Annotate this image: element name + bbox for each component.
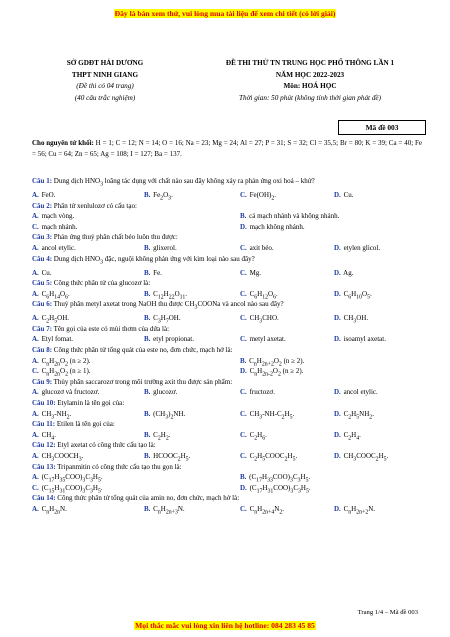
question-stem bbox=[32, 345, 426, 356]
answer-option bbox=[32, 366, 91, 380]
answer-option bbox=[240, 211, 339, 222]
answer-letter: A. bbox=[32, 243, 39, 252]
answer-text: $CH_3-NH-C_2H_5$. bbox=[247, 409, 295, 421]
answer-text: $C_nH_{2n}O_2$ (n ≥ 1). bbox=[39, 367, 91, 378]
question-text: Công thức phân tử của glucozơ là: bbox=[52, 279, 151, 288]
answer-letter: D. bbox=[334, 388, 341, 397]
answer-option bbox=[240, 334, 286, 345]
header-left bbox=[30, 58, 180, 104]
question-stem bbox=[32, 232, 426, 243]
atomic-masses-values: H = 1; C = 12; N = 14; O = 16; Na = 23; Mg = 24; Al = 27; P = 31; S = 32; Cl = 35,5; Br = 80; K = 39; Ca = 40; Fe = 56; Cu = 64; Zn = 65; Ag = 108; I = 127; Ba = 137. bbox=[32, 139, 422, 158]
answer-text: ancol etylic. bbox=[341, 388, 378, 397]
answer-option bbox=[32, 430, 56, 444]
answer-letter: D. bbox=[240, 222, 247, 231]
answer-row bbox=[32, 387, 426, 398]
answer-text: $(C_{17}H_{31}COO)_3C_3H_5$. bbox=[247, 483, 311, 495]
answer-text: $CH_3OH$. bbox=[341, 314, 369, 325]
question-stem bbox=[32, 176, 426, 190]
question-stem bbox=[32, 254, 426, 268]
answer-letter: D. bbox=[240, 483, 247, 492]
answer-option bbox=[144, 243, 177, 254]
preview-banner bbox=[0, 9, 450, 18]
answer-letter: B. bbox=[240, 473, 247, 482]
question-number: Câu 2: bbox=[32, 201, 53, 210]
question-stem bbox=[32, 398, 426, 409]
exam-title: ĐỀ THI THỬ TN TRUNG HỌC PHỔ THÔNG LẦN 1 bbox=[225, 59, 395, 67]
answer-option bbox=[334, 313, 368, 327]
answer-option bbox=[144, 409, 185, 423]
answer-option bbox=[32, 268, 51, 279]
answer-text: mạch nhánh. bbox=[39, 222, 78, 231]
answer-letter: A. bbox=[32, 268, 39, 277]
answer-option bbox=[334, 387, 378, 398]
answer-option bbox=[240, 289, 278, 303]
question-text: Tripanmitin có công thức cấu tạo thu gọn là: bbox=[55, 462, 182, 471]
answer-letter: B. bbox=[240, 212, 247, 221]
answer-text: Etyl fomat. bbox=[39, 335, 74, 344]
preview-banner-text: Đây là bản xem thử, vui lòng mua tài liệu để xem chi tiết (có lời giải) bbox=[114, 9, 336, 18]
answer-letter: B. bbox=[144, 314, 151, 323]
question-text: Phản ứng thuỷ phân chất béo luôn thu được: bbox=[52, 233, 178, 242]
answer-letter: A. bbox=[32, 356, 39, 365]
question-text: Thuỷ phân metyl axetat trong NaOH thu được $CH_3COONa$ và ancol nào sau đây? bbox=[52, 300, 284, 311]
question-text: Etyl axetat có công thức cấu tạo là: bbox=[55, 441, 156, 450]
atomic-masses-label: Cho nguyên tử khối: bbox=[32, 139, 94, 147]
answer-letter: D. bbox=[334, 289, 341, 298]
answer-text: $C_nH_{2n+2}O_2$ (n ≥ 2). bbox=[247, 356, 305, 368]
answer-text: $C_{12}H_{22}O_{11}$. bbox=[151, 289, 187, 301]
answer-option bbox=[32, 211, 74, 222]
answer-row bbox=[32, 222, 426, 233]
answer-option bbox=[334, 268, 353, 279]
answer-text: $CH_3COOC_2H_5$. bbox=[341, 452, 389, 463]
answer-letter: A. bbox=[32, 289, 39, 298]
question-number: Câu 7: bbox=[32, 324, 53, 333]
answer-text: $C_2H_6$. bbox=[247, 430, 267, 442]
question-number: Câu 14: bbox=[32, 494, 56, 503]
question-text: Tên gọi của este có mùi thơm của dứa là: bbox=[52, 324, 170, 333]
answer-text: $CH_3CHO$. bbox=[247, 314, 279, 325]
answer-text: $C_6H_{14}O_6$. bbox=[39, 289, 70, 301]
answer-text: $C_nH_{2n+4}N_2$. bbox=[247, 504, 284, 516]
answer-text: glucozơ. bbox=[151, 388, 178, 397]
answer-option bbox=[32, 334, 73, 345]
answer-text: mạch vòng. bbox=[39, 212, 75, 221]
question-text: Phân tử xenlulozơ có cấu tạo: bbox=[52, 201, 137, 210]
answer-letter: D. bbox=[334, 335, 341, 344]
question-text: Thủy phân saccarozơ trong môi trường axit thu được sản phẩm: bbox=[52, 377, 233, 386]
question-text: Etilen là tên gọi của: bbox=[55, 420, 115, 429]
answer-letter: C. bbox=[32, 367, 39, 376]
answer-text: etylen glicol. bbox=[341, 243, 381, 252]
answer-row bbox=[32, 289, 426, 300]
answer-letter: A. bbox=[32, 473, 39, 482]
answer-option bbox=[144, 387, 177, 398]
hotline-banner bbox=[0, 621, 450, 630]
answer-text: $C_nH_{2n+2}N$. bbox=[341, 504, 376, 516]
answer-text: cả mạch nhánh và không nhánh. bbox=[247, 212, 340, 221]
answer-row bbox=[32, 451, 426, 462]
question-number: Câu 6: bbox=[32, 300, 53, 309]
answer-option bbox=[144, 334, 194, 345]
answer-letter: C. bbox=[240, 289, 247, 298]
answer-row bbox=[32, 356, 426, 367]
subject: Môn: HOÁ HỌC bbox=[283, 82, 337, 91]
school-name: THPT NINH GIANG bbox=[71, 70, 139, 79]
answer-text: FeO. bbox=[39, 190, 56, 199]
answer-letter: C. bbox=[240, 314, 247, 323]
department-name: SỞ GDĐT HẢI DƯƠNG bbox=[66, 59, 144, 67]
answer-letter: B. bbox=[144, 430, 151, 439]
answer-text: $(C_{17}H_{33}COO)_3C_3H_5$. bbox=[247, 473, 311, 484]
answer-row bbox=[32, 504, 426, 515]
answer-text: $HCOOC_2H_5$. bbox=[151, 452, 191, 463]
answer-option bbox=[144, 313, 181, 327]
answer-letter: C. bbox=[240, 452, 247, 461]
hotline-banner-text: Mọi thắc mắc vui lòng xin liên hệ hotline: 084 283 45 85 bbox=[135, 621, 315, 630]
answer-row bbox=[32, 211, 426, 222]
question-text: Công thức phân tử tổng quát của este no, đơn chức, mạch hở là: bbox=[52, 346, 233, 355]
answer-option bbox=[240, 243, 274, 254]
school-year: NĂM HỌC 2022-2023 bbox=[275, 70, 345, 79]
answer-text: $C_nH_{2n+3}N$. bbox=[151, 504, 185, 516]
answer-text: $C_2H_2$. bbox=[151, 430, 171, 442]
answer-option bbox=[240, 504, 284, 518]
answer-letter: B. bbox=[144, 388, 151, 397]
answer-letter: A. bbox=[32, 212, 39, 221]
answer-letter: B. bbox=[240, 356, 247, 365]
question-number: Câu 3: bbox=[32, 233, 53, 242]
answer-letter: C. bbox=[32, 222, 39, 231]
answer-letter: A. bbox=[32, 430, 39, 439]
answer-letter: A. bbox=[32, 190, 39, 199]
answer-letter: D. bbox=[334, 452, 341, 461]
answer-row bbox=[32, 472, 426, 483]
answer-text: $CH_4$. bbox=[39, 430, 56, 442]
question-number: Câu 9: bbox=[32, 377, 53, 386]
time-limit: Thời gian: 50 phút (không tính thời gian phát đề) bbox=[238, 93, 382, 102]
question-number: Câu 11: bbox=[32, 420, 56, 429]
answer-option bbox=[32, 289, 70, 303]
answer-text: $C_nH_{2n}O_2$ (n ≥ 2). bbox=[39, 356, 91, 368]
answer-text: $CH_3-NH_2$. bbox=[39, 409, 72, 421]
answer-letter: D. bbox=[334, 409, 341, 418]
answer-letter: D. bbox=[334, 190, 341, 199]
answer-option bbox=[334, 451, 388, 465]
question-text: Công thức phân tử tổng quát của amin no, đơn chức, mạch hở là: bbox=[55, 494, 240, 503]
answer-letter: C. bbox=[240, 335, 247, 344]
answer-text: $(C_{15}H_{31}COO)_3C_3H_5$. bbox=[39, 483, 103, 495]
answer-letter: D. bbox=[334, 268, 341, 277]
answer-letter: A. bbox=[32, 504, 39, 513]
answer-row bbox=[32, 268, 426, 279]
answer-letter: B. bbox=[144, 289, 151, 298]
answer-option bbox=[240, 451, 297, 465]
answer-option bbox=[144, 504, 185, 518]
answer-text: metyl axetat. bbox=[247, 335, 286, 344]
question-stem bbox=[32, 201, 426, 212]
answer-row bbox=[32, 243, 426, 254]
answer-option bbox=[240, 366, 303, 380]
question-number: Câu 13: bbox=[32, 462, 56, 471]
answer-option bbox=[240, 387, 275, 398]
answer-option bbox=[144, 451, 190, 465]
answer-row bbox=[32, 483, 426, 494]
page-number: Trang 1/4 – Mã đề 003 bbox=[357, 609, 418, 616]
answer-option bbox=[32, 190, 55, 201]
answer-letter: D. bbox=[334, 314, 341, 323]
answer-option bbox=[334, 334, 386, 345]
answer-text: Fe. bbox=[151, 268, 162, 277]
question-number: Câu 12: bbox=[32, 441, 56, 450]
answer-text: isoamyl axetat. bbox=[341, 335, 386, 344]
answer-option bbox=[334, 190, 353, 201]
answer-letter: C. bbox=[240, 409, 247, 418]
answer-letter: C. bbox=[240, 268, 247, 277]
answer-option bbox=[144, 430, 171, 444]
answer-text: $CH_3COOCH_3$. bbox=[39, 452, 84, 463]
question-number: Câu 10: bbox=[32, 399, 56, 408]
answer-text: $(C_{17}H_{35}COO)_3C_3H_5$. bbox=[39, 473, 103, 484]
answer-option bbox=[144, 268, 162, 279]
answer-letter: A. bbox=[32, 335, 39, 344]
answer-letter: A. bbox=[32, 409, 39, 418]
answer-text: glucozơ và fructozơ. bbox=[39, 388, 100, 397]
answer-text: $Fe(OH)_2$. bbox=[247, 190, 277, 202]
question-stem bbox=[32, 440, 426, 451]
answer-letter: D. bbox=[334, 430, 341, 439]
question-text: Dung dịch $HNO_3$ loãng tác dụng với chất nào sau đây không xảy ra phản ứng oxi hoá – khử? bbox=[52, 177, 315, 188]
question-stem bbox=[32, 278, 426, 289]
answer-letter: C. bbox=[240, 243, 247, 252]
answer-option bbox=[240, 268, 261, 279]
answer-text: $C_2H_5OH$. bbox=[39, 314, 70, 325]
question-list bbox=[32, 176, 426, 515]
question-number: Câu 4: bbox=[32, 254, 53, 263]
answer-text: Cu. bbox=[341, 190, 354, 199]
answer-text: $C_6H_{12}O_6$. bbox=[247, 289, 278, 301]
question-text: Etylamin là tên gọi của: bbox=[55, 399, 125, 408]
answer-option bbox=[334, 243, 380, 254]
answer-option bbox=[334, 504, 375, 518]
answer-option bbox=[32, 243, 76, 254]
answer-letter: D. bbox=[334, 504, 341, 513]
answer-text: axit béo. bbox=[247, 243, 274, 252]
answer-letter: C. bbox=[240, 190, 247, 199]
answer-letter: C. bbox=[240, 388, 247, 397]
answer-letter: B. bbox=[144, 409, 151, 418]
answer-text: $C_6H_{10}O_5$. bbox=[341, 289, 372, 301]
answer-letter: B. bbox=[144, 190, 151, 199]
answer-letter: B. bbox=[144, 243, 151, 252]
answer-row bbox=[32, 313, 426, 324]
answer-option bbox=[334, 430, 361, 444]
answer-letter: B. bbox=[144, 335, 151, 344]
answer-letter: B. bbox=[144, 268, 151, 277]
answer-letter: B. bbox=[144, 452, 151, 461]
answer-letter: C. bbox=[240, 430, 247, 439]
answer-option bbox=[32, 409, 71, 423]
answer-text: $C_nH_{2n-2}O_2$ (n ≥ 2). bbox=[247, 367, 304, 378]
answer-letter: A. bbox=[32, 452, 39, 461]
answer-row bbox=[32, 409, 426, 420]
answer-text: $Fe_2O_3$. bbox=[151, 190, 173, 202]
answer-text: Cu. bbox=[39, 268, 52, 277]
answer-text: $C_2H_5COOC_2H_5$. bbox=[247, 452, 298, 463]
answer-text: etyl propionat. bbox=[151, 335, 194, 344]
question-number: Câu 8: bbox=[32, 346, 53, 355]
answer-row bbox=[32, 430, 426, 441]
answer-option bbox=[32, 222, 77, 233]
page-count-note: (Đề thi có 04 trang) bbox=[76, 82, 134, 91]
answer-letter: C. bbox=[32, 483, 39, 492]
answer-row bbox=[32, 190, 426, 201]
answer-text: mạch không nhánh. bbox=[247, 222, 305, 231]
answer-row bbox=[32, 334, 426, 345]
answer-option bbox=[334, 289, 372, 303]
answer-option bbox=[144, 289, 187, 303]
answer-option bbox=[240, 483, 311, 497]
answer-row bbox=[32, 366, 426, 377]
answer-text: Mg. bbox=[247, 268, 262, 277]
answer-letter: A. bbox=[32, 314, 39, 323]
answer-text: $C_2H_4$. bbox=[341, 430, 361, 442]
question-number: Câu 1: bbox=[32, 177, 53, 185]
answer-text: fructozơ. bbox=[247, 388, 275, 397]
question-text: Dung dịch $HNO_3$ đặc, nguội không phản ứng với kim loại nào sau đây? bbox=[52, 254, 255, 265]
question-stem bbox=[32, 377, 426, 388]
question-count-note: (40 câu trắc nghiệm) bbox=[74, 93, 136, 102]
answer-text: $C_3H_7OH$. bbox=[151, 314, 181, 325]
answer-letter: D. bbox=[240, 367, 247, 376]
answer-text: $C_2H_5NH_2$. bbox=[341, 409, 374, 421]
answer-option bbox=[32, 313, 69, 327]
answer-text: $(CH_3)_2NH$. bbox=[151, 409, 186, 421]
answer-text: Ag. bbox=[341, 268, 354, 277]
answer-option bbox=[240, 222, 305, 233]
answer-letter: B. bbox=[144, 504, 151, 513]
answer-option bbox=[144, 190, 173, 204]
answer-letter: D. bbox=[334, 243, 341, 252]
answer-option bbox=[240, 190, 276, 204]
answer-option bbox=[32, 387, 99, 398]
answer-option bbox=[240, 313, 279, 327]
answer-option bbox=[32, 504, 67, 518]
answer-text: $C_nH_{2n}N$. bbox=[39, 504, 67, 516]
answer-text: ancol etylic. bbox=[39, 243, 76, 252]
answer-letter: C. bbox=[240, 504, 247, 513]
answer-option bbox=[334, 409, 374, 423]
exam-header bbox=[30, 58, 430, 118]
header-right bbox=[182, 58, 438, 104]
answer-letter: A. bbox=[32, 388, 39, 397]
answer-option bbox=[32, 451, 83, 465]
answer-option bbox=[32, 483, 103, 497]
question-number: Câu 5: bbox=[32, 279, 53, 288]
exam-code-box: Mã đề 003 bbox=[338, 120, 426, 135]
answer-option bbox=[240, 430, 267, 444]
answer-text: glixerol. bbox=[151, 243, 177, 252]
atomic-masses bbox=[32, 138, 422, 159]
answer-option bbox=[240, 409, 294, 423]
